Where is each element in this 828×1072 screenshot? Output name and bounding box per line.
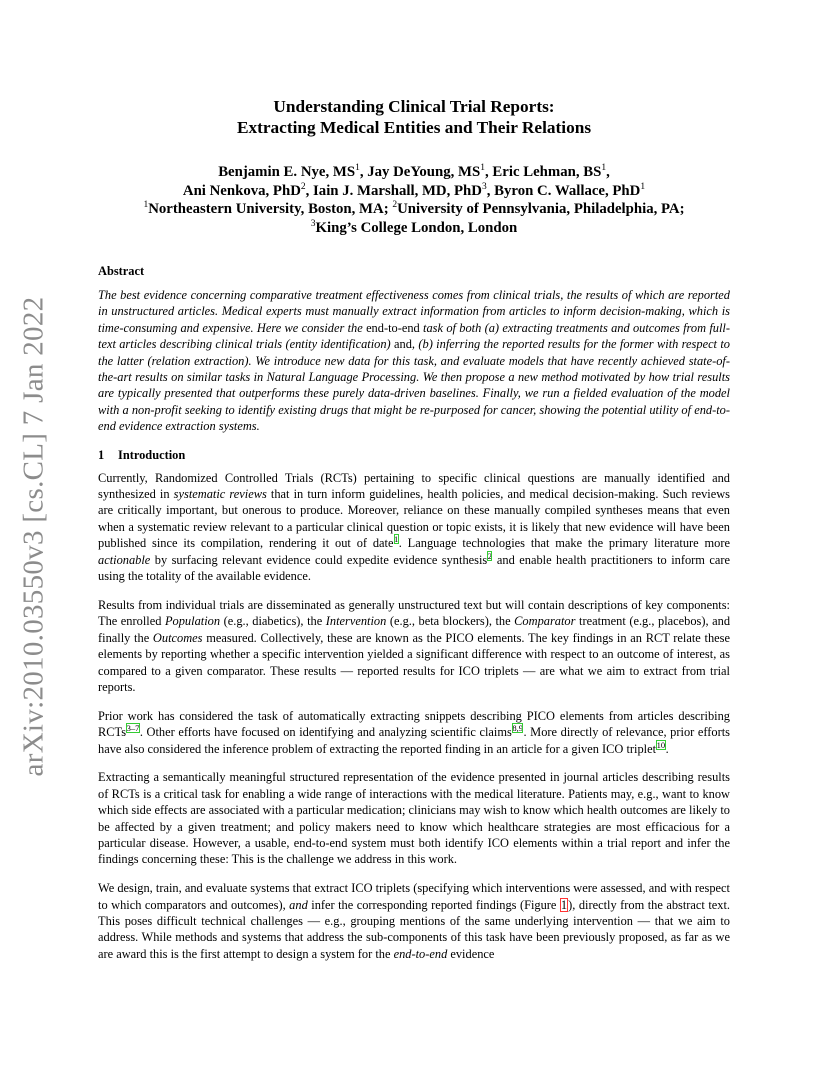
title-line-1: Understanding Clinical Trial Reports: bbox=[273, 97, 555, 116]
abstract-text bbox=[98, 287, 730, 435]
author-name: Ani Nenkova, PhD bbox=[182, 182, 301, 199]
affiliation-mark: 3 bbox=[481, 181, 487, 192]
text-span: Prior work has considered the task of automatically extracting snippets describing PICO elements from articles describing RCTs bbox=[98, 708, 730, 740]
affiliation-mark: 2 bbox=[392, 200, 398, 210]
intro-paragraph-5 bbox=[98, 880, 730, 962]
text-span: We design, train, and evaluate systems that extract ICO triplets (specifying which interventions were assessed, and with respect to which comparators and outcomes), bbox=[98, 881, 730, 912]
paper-title bbox=[98, 96, 730, 138]
text-span: treatment (e.g., placebos), and finally the bbox=[98, 614, 731, 645]
citation-link[interactable]: 10 bbox=[656, 739, 666, 750]
section-heading-introduction bbox=[98, 448, 730, 463]
text-span: that in turn inform guidelines, health policies, and medical decision-making. Such reviews are critically important, but onerous to produce. Moreover, reliance on these manually compiled syntheses means that even when a systematic review relevant to a particular clinical question or topic exists, it is likely that new evidence will have been published since its compilation, rendering it out of date bbox=[98, 487, 730, 551]
figure-reference-link[interactable]: 1 bbox=[560, 897, 568, 912]
emphasis-span: end-to-end bbox=[393, 946, 448, 961]
arxiv-identifier-stamp bbox=[14, 0, 54, 1072]
citation-link[interactable]: 8,9 bbox=[512, 723, 523, 734]
title-line-2: Extracting Medical Entities and Their Relations bbox=[236, 118, 592, 137]
emphasis-span: and bbox=[289, 897, 308, 912]
intro-paragraph-4: Extracting a semantically meaningful structured representation of the evidence presented in journal articles describing results of RCTs is a critical task for enabling a wide range of interactions with the medical literature. Patients may, e.g., want to know which side effects are associated with a particular medication; clinicians may wish to know which health outcomes are likely to be affected by a given treatment; and policy makers need to know which healthcare strategies are most efficacious for a particular disease. However, a usable, end-to-end system must both identify ICO elements within a trial report and infer the findings concerning these: This is the challenge we address in this work. bbox=[98, 770, 730, 867]
arxiv-id-text: arXiv:2010.03550v3 [cs.CL] 7 Jan 2022 bbox=[17, 296, 50, 776]
citation-link[interactable]: 1 bbox=[394, 534, 399, 545]
author-block: Benjamin E. Nye, $MS^1$, Jay DeYoung, $MS^1$, Eric Lehman, $BS^1$, Ani Nenkova, PhD$^2$, Iain J. Marshall, MD, PhD$^3$, Byron C. Wallace, PhD$^1$ $^1$Northeastern University, Boston, MA; $^2$University of Pennsylvania, Philadelphia, PA; $^3$King’s College London, London bbox=[143, 163, 685, 236]
intro-paragraph-3 bbox=[98, 708, 730, 757]
text-span: . bbox=[665, 741, 669, 756]
abstract-span: task of both (a) extracting treatments and outcomes from full-text articles describing clinical trials (entity identification) bbox=[98, 320, 730, 352]
text-span: Currently, Randomized Controlled Trials (RCTs) pertaining to specific clinical questions are manually identified and synthesized in bbox=[98, 470, 730, 502]
emphasis-span: actionable bbox=[98, 552, 151, 567]
text-span: evidence bbox=[447, 946, 495, 961]
text-span: . Language technologies that make the primary literature more bbox=[398, 536, 730, 551]
author-name: , Iain J. Marshall, MD, PhD bbox=[305, 182, 482, 199]
abstract-heading: Abstract bbox=[98, 264, 145, 278]
affiliation-mark: 3 bbox=[310, 218, 316, 229]
affiliation-mark: 1 bbox=[143, 200, 149, 210]
text-span: (e.g., diabetics), the bbox=[220, 614, 326, 629]
text-span: Results from individual trials are disseminated as generally unstructured text but will contain descriptions of key components: The enrolled bbox=[98, 597, 730, 629]
author-name: , Eric Lehman, BS bbox=[485, 164, 602, 180]
affiliation-mark: 2 bbox=[300, 181, 306, 192]
emphasis-span: Population bbox=[164, 614, 221, 629]
affiliation-mark: 1 bbox=[355, 163, 360, 173]
affiliation-mark: 1 bbox=[601, 163, 607, 173]
text-span: ), directly from the abstract text. This poses difficult technical challenges — e.g., grouping mentions of the same underlying intervention — that we aim to address. While methods and systems that address the sub-components of this task have been previously proposed, as far as we are award this is the first attempt to design a system for the bbox=[98, 897, 731, 961]
intro-paragraph-2 bbox=[98, 597, 730, 695]
affiliation-mark: 1 bbox=[480, 163, 486, 173]
emphasis-span: systematic reviews bbox=[173, 487, 267, 502]
text-span: measured. Collectively, these are known as the PICO elements. The key findings in an RCT relate these elements by reporting whether a specific intervention yielded a significant difference with respect to an outcome of interest, as compared to a given comparator. These results — reported results for ICO triplets — are what we aim to extract from trial reports. bbox=[98, 630, 730, 694]
section-number: 1 bbox=[98, 447, 105, 462]
text-span: infer the corresponding reported findings (Figure bbox=[307, 897, 560, 912]
citation-link[interactable]: 2 bbox=[487, 550, 492, 561]
affiliation: Northeastern University, Boston, MA; bbox=[148, 201, 393, 217]
author-name: , Byron C. Wallace, PhD bbox=[486, 182, 641, 199]
author-name: , Jay DeYoung, MS bbox=[359, 164, 481, 180]
text-span: (e.g., beta blockers), the bbox=[386, 614, 515, 629]
abstract-span: , (b) inferring the reported results for the former with respect to the latter (relation extraction). We introduce new data for this task, and evaluate models that have recently achieved state-of-the-art results on similar tasks in Natural Language Processing. We then propose a new method motivated by how trial results are typically presented that outperforms these purely data-driven baselines. Finally, we run a fielded evaluation of the model with a non-profit seeking to identify existing drugs that might be re-purposed for cancer, showing the potential utility of end-to-end evidence extraction systems. bbox=[98, 337, 730, 434]
emphasis-span: Comparator bbox=[514, 614, 576, 629]
emphasis-span: Intervention bbox=[325, 614, 387, 629]
affiliation: King’s College London, London bbox=[315, 219, 518, 236]
emphasis-span: Outcomes bbox=[152, 630, 203, 645]
affiliation: University of Pennsylvania, Philadelphia, PA; bbox=[397, 201, 685, 217]
author-name: Benjamin E. Nye, MS bbox=[218, 164, 356, 180]
text-span: and enable health practitioners to inform care using the totality of the available evidence. bbox=[98, 552, 730, 584]
text-span: . Other efforts have focused on identifying and analyzing scientific claims bbox=[139, 725, 512, 740]
text-span: by surfacing relevant evidence could expedite evidence synthesis bbox=[150, 552, 488, 567]
abstract-span: end-to-end bbox=[366, 320, 420, 335]
affiliation-mark: 1 bbox=[640, 181, 646, 192]
abstract-span: The best evidence concerning comparative treatment effectiveness comes from clinical trials, the results of which are reported in unstructured articles. Medical experts must manually extract information from articles to inform decision-making, which is time-consuming and expensive. Here we consider the bbox=[98, 288, 730, 335]
section-title: Introduction bbox=[118, 447, 186, 462]
text-span: . More directly of relevance, prior efforts have also considered the inference problem of extracting the reported finding in an article for a given ICO triplet bbox=[98, 725, 730, 756]
citation-link[interactable]: 3–7 bbox=[126, 723, 140, 734]
abstract-span: and bbox=[394, 337, 412, 352]
paper-page bbox=[98, 96, 730, 975]
intro-paragraph-1 bbox=[98, 470, 730, 585]
